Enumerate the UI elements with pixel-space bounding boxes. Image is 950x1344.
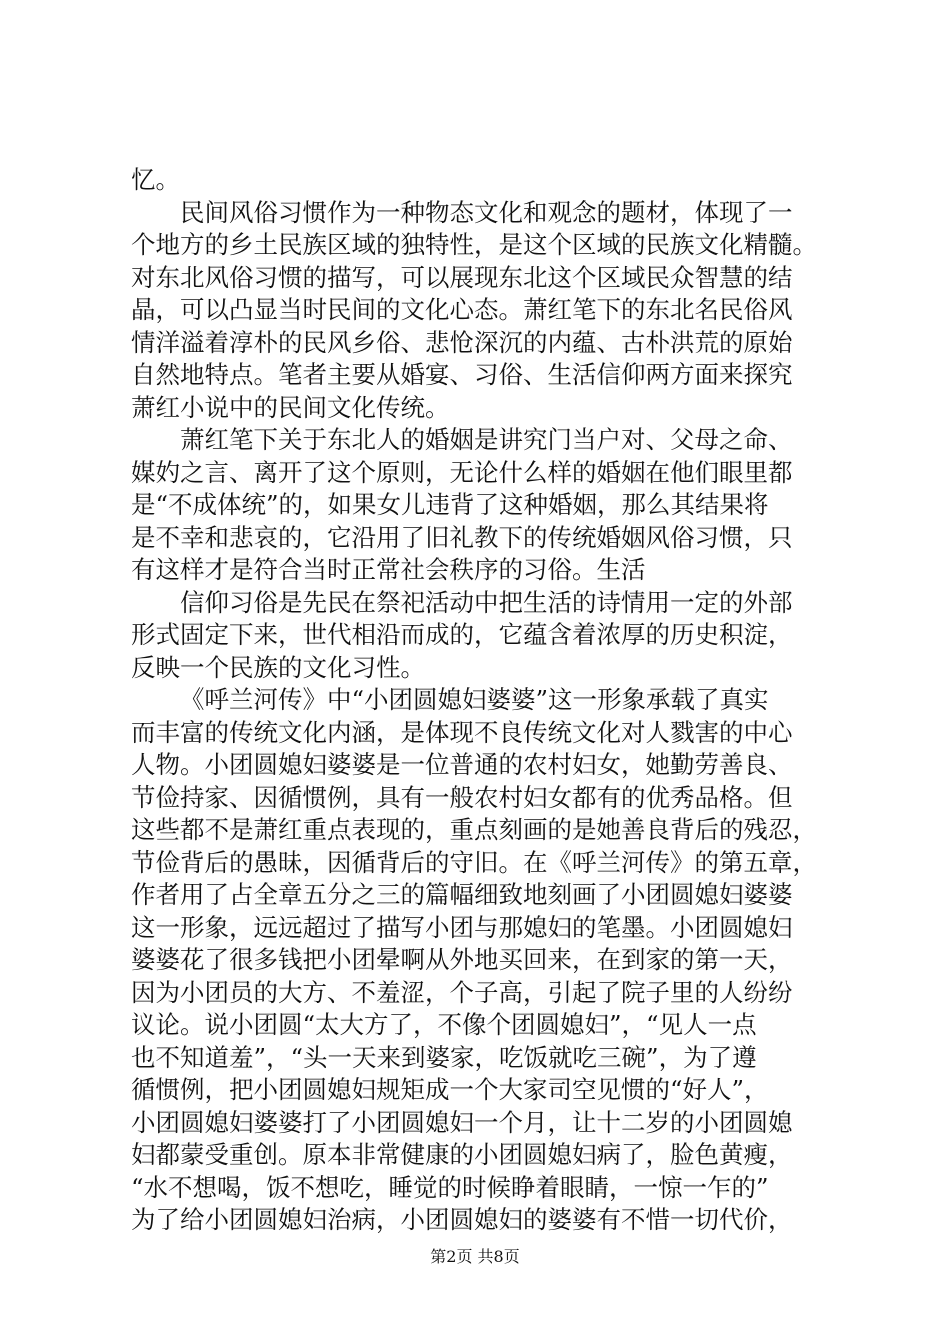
text-line: 晶，可以凸显当时民间的文化心态。萧红笔下的东北名民俗风 (131, 295, 793, 324)
text-line: 萧红小说中的民间文化传统。 (131, 392, 450, 422)
text-line: 形式固定下来，世代相沿而成的，它蕴含着浓厚的历史积淀， (131, 620, 793, 649)
text-line: 婆婆花了很多钱把小团晕啊从外地买回来，在到家的第一天， (131, 945, 793, 974)
page-number-footer: 第2页 共8页 (430, 1247, 520, 1266)
text-line: 而丰富的传统文化内涵，是体现不良传统文化对人戮害的中心 (131, 717, 793, 747)
text-line: 节俭持家、因循惯例，具有一般农村妇女都有的优秀品格。但 (131, 782, 793, 812)
text-line: 信仰习俗是先民在祭祀活动中把生活的诗情用一定的外部 (180, 587, 793, 617)
text-line: 萧红笔下关于东北人的婚姻是讲究门当户对、父母之命、 (180, 425, 793, 454)
text-line: 为了给小团圆媳妇治病，小团圆媳妇的婆婆有不惜一切代价， (131, 1205, 793, 1234)
text-line: 对东北风俗习惯的描写，可以展现东北这个区域民众智慧的结 (131, 262, 793, 292)
text-line: 也不知道羞”，“头一天来到婆家，吃饭就吃三碗”，为了遵 (131, 1042, 757, 1072)
text-line: 自然地特点。笔者主要从婚宴、习俗、生活信仰两方面来探究 (131, 360, 793, 389)
text-line: 作者用了占全章五分之三的篇幅细致地刻画了小团圆媳妇婆婆 (131, 880, 793, 909)
text-line: 小团圆媳妇婆婆打了小团圆媳妇一个月，让十二岁的小团圆媳 (131, 1107, 793, 1137)
text-line: 这一形象，远远超过了描写小团与那媳妇的笔墨。小团圆媳妇 (131, 912, 793, 942)
text-line: 反映一个民族的文化习性。 (131, 652, 425, 682)
text-line: 这些都不是萧红重点表现的，重点刻画的是她善良背后的残忍， (131, 815, 817, 844)
text-line: 循惯例，把小团圆媳妇规矩成一个大家司空见惯的“好人”， (131, 1075, 769, 1104)
text-line: 因为小团员的大方、不羞涩，个子高，引起了院子里的人纷纷 (131, 977, 793, 1007)
text-line: 是“不成体统”的，如果女儿违背了这种婚姻，那么其结果将 (131, 490, 769, 519)
text-line: 节俭背后的愚昧，因循背后的守旧。在《呼兰河传》的第五章， (131, 847, 817, 877)
text-line: 媒妁之言、离开了这个原则，无论什么样的婚姻在他们眼里都 (131, 457, 793, 487)
text-line: 忆。 (131, 165, 180, 194)
text-line: 有这样才是符合当时正常社会秩序的习俗。生活 (131, 555, 646, 584)
text-line: 议论。说小团圆“太大方了，不像个团圆媳妇”，“见人一点 (131, 1010, 757, 1039)
body-text (131, 164, 831, 1237)
text-line: 是不幸和悲哀的，它沿用了旧礼教下的传统婚姻风俗习惯，只 (131, 522, 793, 552)
text-line: 情洋溢着淳朴的民风乡俗、悲怆深沉的内蕴、古朴洪荒的原始 (131, 327, 793, 357)
text-line: 妇都蒙受重创。原本非常健康的小团圆媳妇病了，脸色黄瘦， (131, 1140, 793, 1169)
text-line: 《呼兰河传》中“小团圆媳妇婆婆”这一形象承载了真实 (180, 685, 769, 714)
text-line: “水不想喝，饭不想吃，睡觉的时候睁着眼睛，一惊一乍的” (131, 1172, 769, 1202)
text-line: 个地方的乡土民族区域的独特性，是这个区域的民族文化精髓。 (131, 230, 817, 259)
text-line: 民间风俗习惯作为一种物态文化和观念的题材，体现了一 (180, 197, 793, 227)
text-line: 人物。小团圆媳妇婆婆是一位普通的农村妇女，她勤劳善良、 (131, 750, 793, 779)
